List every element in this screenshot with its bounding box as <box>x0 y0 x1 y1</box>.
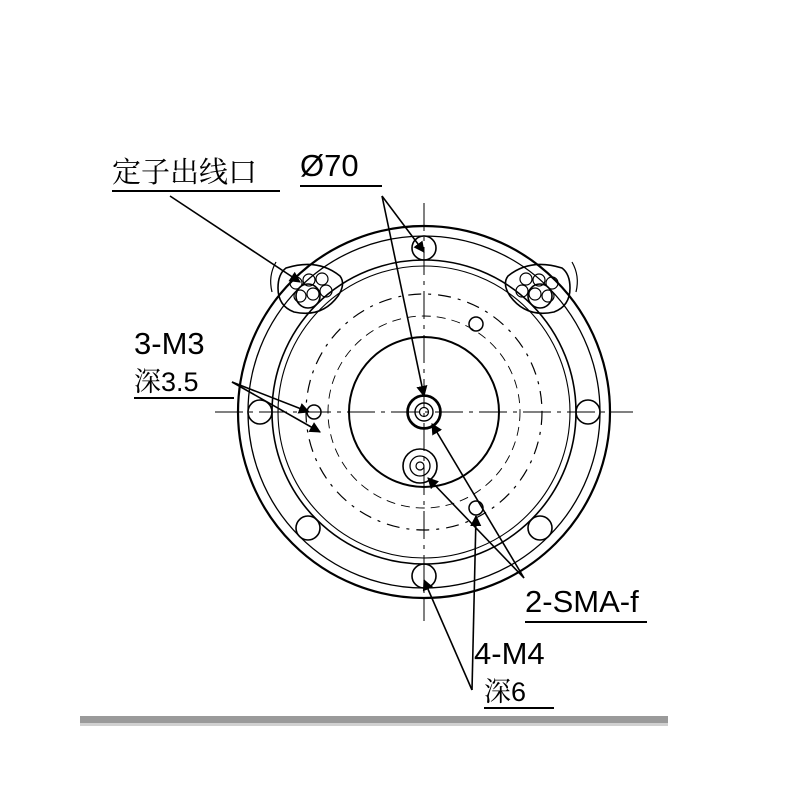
diameter-70-underline <box>300 185 382 187</box>
m3-holes-group <box>307 317 483 515</box>
baseline-bar <box>80 716 668 726</box>
four-m4-depth-text: 深6 <box>484 677 527 707</box>
two-sma-f-label <box>525 586 647 623</box>
leader-3-m3-2 <box>232 382 320 432</box>
sma-connector-outer-2 <box>403 449 437 483</box>
centerlines-group <box>215 203 633 621</box>
peripheral-hole <box>528 516 552 540</box>
sma-connector-ring <box>410 456 430 476</box>
four-m4-label <box>474 638 545 671</box>
sma-connector-core <box>416 462 424 470</box>
four-m4-text: 4-M4 <box>474 636 545 671</box>
diameter-70-text: Ø70 <box>300 148 359 183</box>
stator-outlet-label <box>112 158 280 192</box>
m3-hole <box>469 317 483 331</box>
four-m4-depth-label <box>484 678 554 709</box>
m3-hole <box>469 501 483 515</box>
peripheral-hole <box>296 516 320 540</box>
three-m3-depth-text: 深3.5 <box>134 367 199 397</box>
two-sma-f-text: 2-SMA-f <box>525 584 639 619</box>
three-m3-underline <box>134 397 234 399</box>
stator-outlet-pocket-right <box>505 264 570 313</box>
stator-outlet-pocket-left <box>278 264 343 313</box>
two-sma-f-underline <box>525 621 647 623</box>
stator-outlet-text: 定子出线口 <box>112 157 258 189</box>
three-m3-label <box>134 328 205 361</box>
leader-lines-group <box>170 196 524 690</box>
four-m4-underline <box>484 707 554 709</box>
three-m3-text: 3-M3 <box>134 326 205 361</box>
stator-outlet-underline <box>112 190 280 192</box>
diameter-70-label <box>300 150 382 187</box>
three-m3-depth-label <box>134 368 234 399</box>
leader-stator-outlet <box>170 196 300 282</box>
